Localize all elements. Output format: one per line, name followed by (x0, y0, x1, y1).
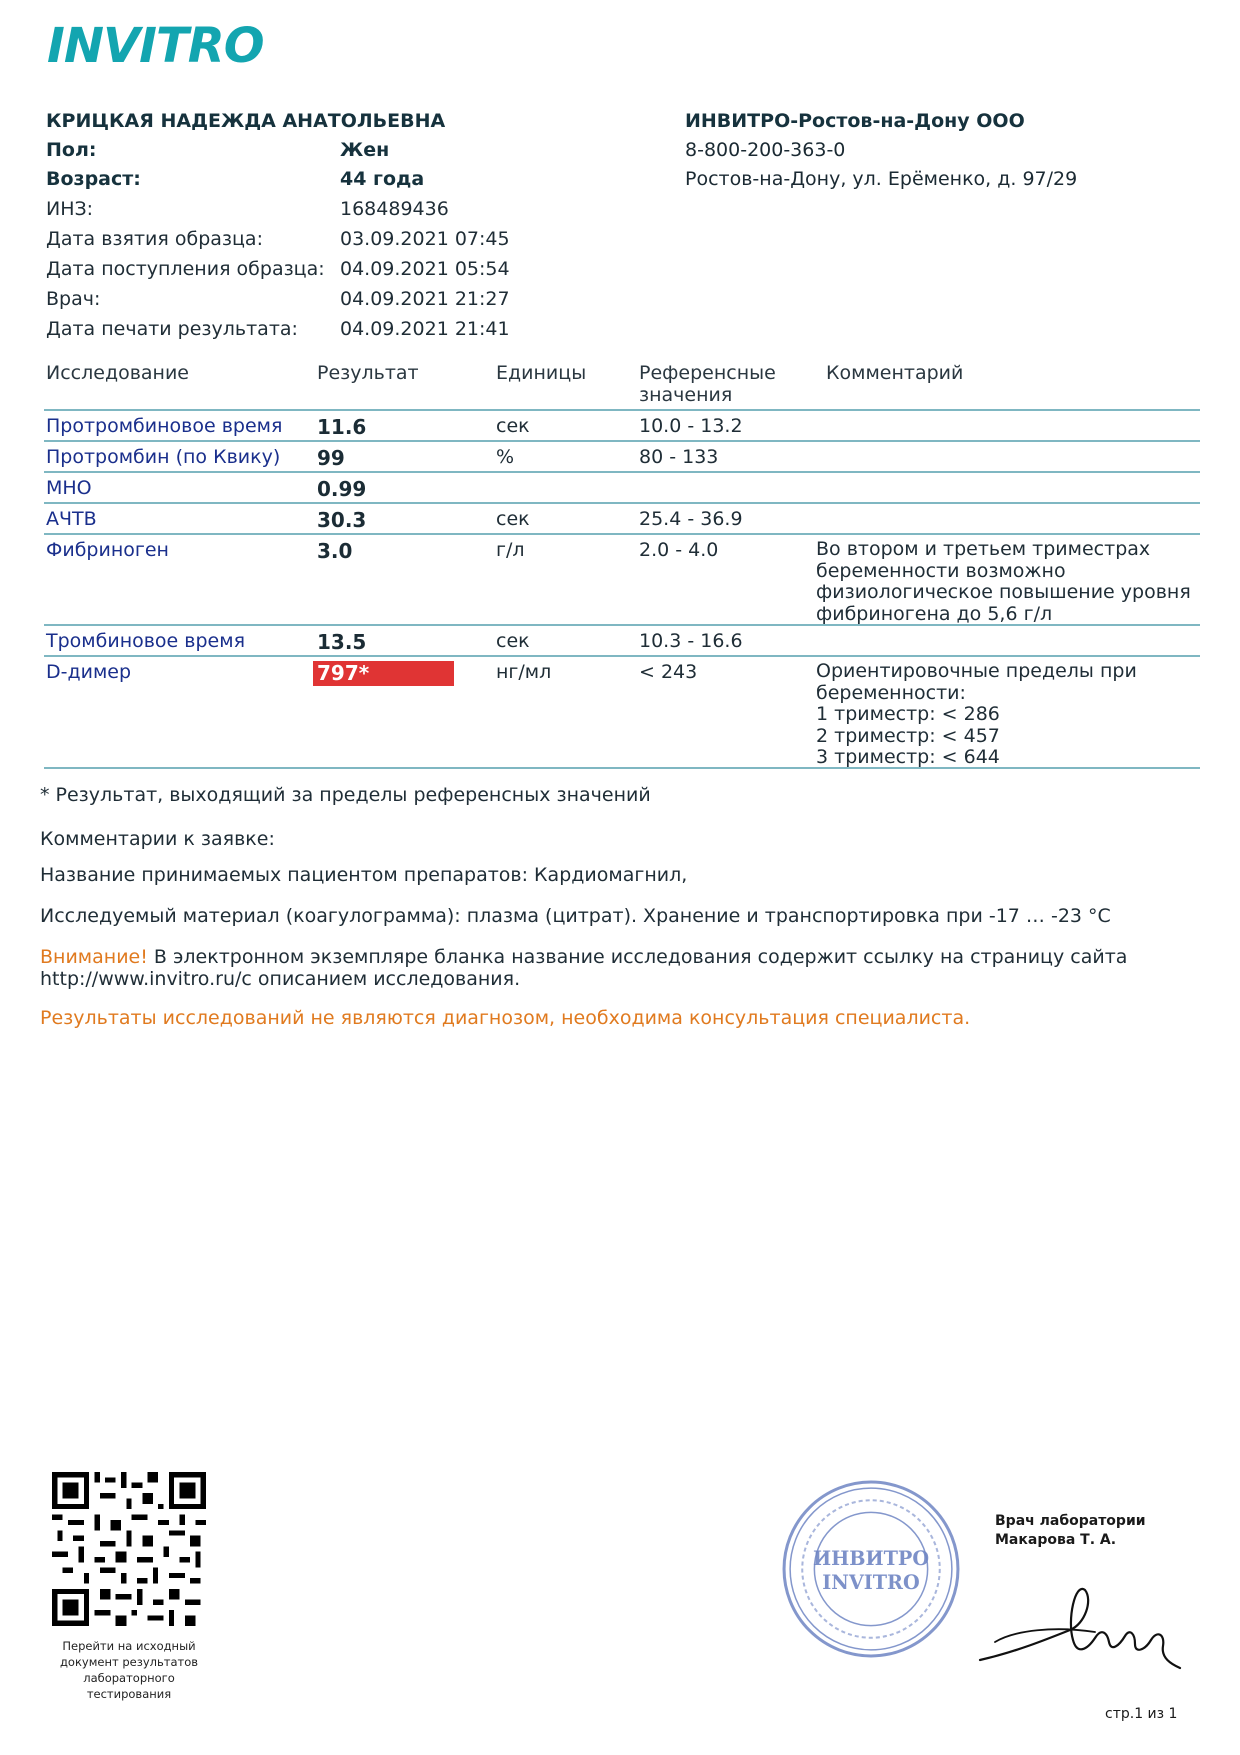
comment-line: Во втором и третьем триместрах (816, 538, 1151, 560)
table-rule (44, 409, 1200, 411)
qr-caption-line: документ результатов (59, 1655, 199, 1669)
attention-word: Внимание! (40, 946, 148, 968)
lab-stamp (780, 1478, 962, 1660)
flagged-result: 797* (313, 661, 454, 686)
sample-received-label: Дата поступления образца: (46, 258, 325, 280)
patient-name: КРИЦКАЯ НАДЕЖДА АНАТОЛЬЕВНА (46, 110, 446, 132)
header-comment: Комментарий (826, 362, 964, 384)
age-value: 44 года (340, 168, 425, 190)
test-comment (816, 661, 1206, 769)
doctor-name: Макарова Т. А. (995, 1532, 1117, 1548)
sex-value: Жен (340, 139, 390, 161)
table-rule (44, 655, 1200, 657)
test-result: 11.6 (317, 415, 367, 439)
lab-name: ИНВИТРО-Ростов-на-Дону ООО (685, 110, 1025, 132)
test-result: 0.99 (317, 477, 367, 501)
test-name-link[interactable]: Фибриноген (46, 539, 169, 561)
test-name-link[interactable]: Протромбин (по Квику) (46, 446, 281, 468)
qr-code[interactable] (52, 1472, 206, 1626)
test-name-link[interactable]: Тромбиновое время (46, 630, 245, 652)
print-date-label: Дата печати результата: (46, 318, 298, 340)
test-reference: 10.0 - 13.2 (639, 415, 743, 437)
test-comment (816, 539, 1206, 625)
test-units: сек (496, 508, 530, 530)
test-result: 13.5 (317, 630, 367, 654)
test-name-link[interactable]: МНО (46, 477, 92, 499)
qr-caption-line: Перейти на исходный (62, 1639, 196, 1653)
print-date-value: 04.09.2021 21:41 (340, 318, 510, 340)
test-name-link[interactable]: D-димер (46, 661, 132, 683)
header-reference-line1: Референсные (639, 362, 776, 384)
invitro-link[interactable]: http://www.invitro.ru/ (40, 968, 242, 990)
footnote: * Результат, выходящий за пределы референсных значений (40, 784, 651, 806)
disclaimer: Результаты исследований не являются диагнозом, необходима консультация специалиста. (40, 1007, 971, 1029)
test-units: г/л (496, 539, 525, 561)
test-reference: 80 - 133 (639, 446, 719, 468)
link-tail: с описанием исследования. (241, 968, 521, 990)
test-result: 3.0 (317, 539, 353, 563)
doctor-signature (975, 1560, 1185, 1680)
test-result: 30.3 (317, 508, 367, 532)
test-reference: 2.0 - 4.0 (639, 539, 719, 561)
lab-address: Ростов-на-Дону, ул. Ерёменко, д. 97/29 (685, 168, 1078, 190)
test-units: сек (496, 415, 530, 437)
comment-line: фибриногена до 5,6 г/л (816, 602, 1053, 625)
drugs-note: Название принимаемых пациентом препаратов: Кардиомагнил, (40, 864, 688, 886)
doctor-label: Врач: (46, 288, 101, 310)
header-test: Исследование (46, 362, 190, 384)
invitro-logo: INVITRO (47, 18, 264, 74)
attention-text: В электронном экземпляре бланка название исследования содержит ссылку на страницу сайта (147, 946, 1128, 968)
comment-line: 3 триместр: < 644 (816, 746, 1000, 768)
test-result: 99 (317, 446, 345, 470)
test-name-link[interactable]: Протромбиновое время (46, 415, 283, 437)
sample-received-value: 04.09.2021 05:54 (340, 258, 510, 280)
header-reference (639, 362, 776, 406)
test-units: % (496, 446, 515, 468)
attention-note (40, 946, 1127, 968)
material-note: Исследуемый материал (коагулограмма): плазма (цитрат). Хранение и транспортировка при -17 … -23 °С (40, 905, 1111, 927)
page-number: стр.1 из 1 (1105, 1706, 1178, 1722)
comments-title: Комментарии к заявке: (40, 828, 275, 850)
comment-line: Ориентировочные пределы при (816, 660, 1137, 682)
sex-label: Пол: (46, 139, 97, 161)
table-rule (44, 471, 1200, 473)
inz-label: ИНЗ: (46, 198, 94, 220)
svg-text:ИНВИТРО: ИНВИТРО (812, 1546, 930, 1570)
lab-doctor (995, 1512, 1146, 1550)
test-reference: 25.4 - 36.9 (639, 508, 743, 530)
table-rule (44, 502, 1200, 504)
header-reference-line2: значения (639, 384, 733, 406)
header-result: Результат (317, 362, 419, 384)
link-note (40, 968, 520, 990)
test-units: сек (496, 630, 530, 652)
sample-taken-label: Дата взятия образца: (46, 228, 263, 250)
table-rule (44, 440, 1200, 442)
qr-caption (40, 1638, 218, 1702)
inz-value: 168489436 (340, 198, 449, 220)
doctor-value: 04.09.2021 21:27 (340, 288, 510, 310)
qr-caption-line: лабораторного тестирования (83, 1671, 175, 1701)
table-rule (44, 533, 1200, 535)
sample-taken-value: 03.09.2021 07:45 (340, 228, 510, 250)
test-reference: 10.3 - 16.6 (639, 630, 743, 652)
age-label: Возраст: (46, 168, 141, 190)
svg-text:INVITRO: INVITRO (822, 1571, 920, 1595)
test-name-link[interactable]: АЧТВ (46, 508, 97, 530)
test-units: нг/мл (496, 661, 552, 683)
comment-line: 1 триместр: < 286 (816, 703, 1000, 725)
header-units: Единицы (496, 362, 587, 384)
comment-line: физиологическое повышение уровня (816, 581, 1191, 603)
lab-phone: 8-800-200-363-0 (685, 139, 846, 161)
doctor-title: Врач лаборатории (995, 1513, 1146, 1529)
comment-line: 2 триместр: < 457 (816, 724, 1000, 747)
comment-line: беременности: (816, 681, 966, 704)
test-reference: < 243 (639, 661, 698, 683)
comment-line: беременности возможно (816, 559, 1066, 582)
